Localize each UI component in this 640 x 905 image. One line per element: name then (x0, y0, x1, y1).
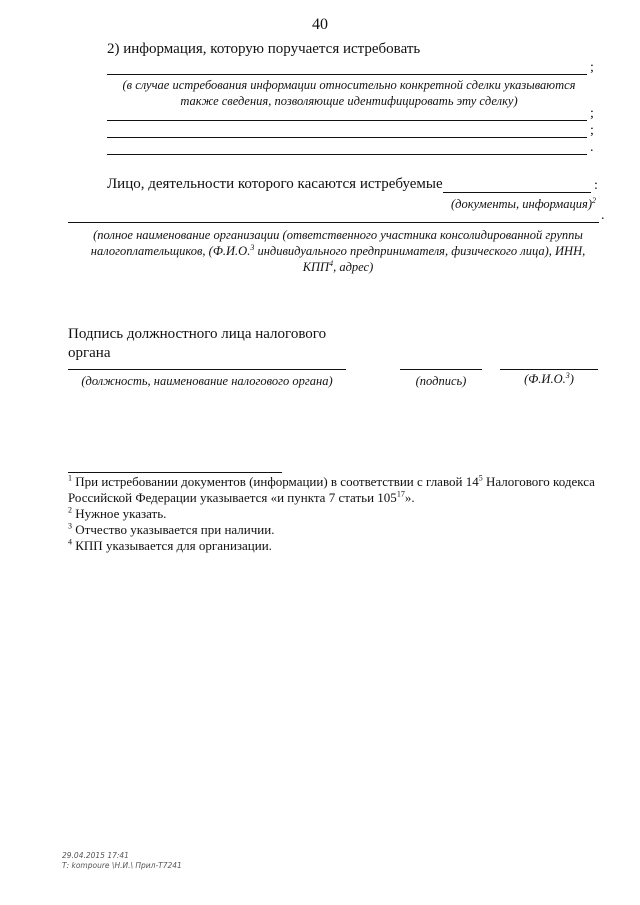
line-2-semicolon: ; (590, 106, 594, 121)
footnote-2: $^2$ Нужное указать. (68, 505, 167, 521)
signature-title (68, 325, 326, 363)
docs-fill-line[interactable] (443, 192, 591, 193)
position-hint: (должность, наименование налогового органа) (81, 374, 333, 388)
signature-fill-line[interactable] (400, 369, 482, 370)
fill-line-3[interactable] (107, 137, 587, 138)
org-hint-line2: налогоплательщиков, (Ф.И.О.$^3$ индивидуального предпринимателя, физического лица), ИНН, (90, 242, 586, 258)
signature-title-line2: органа (68, 345, 111, 361)
name-hint: (Ф.И.О.$^3$) (524, 370, 574, 386)
line-4-period: . (590, 140, 594, 155)
fill-line-1[interactable] (107, 74, 587, 75)
section-heading: 2) информация, которую поручается истребовать (107, 41, 421, 57)
fill-line-4[interactable] (107, 154, 587, 155)
footnote-1-cont: Российской Федерации указывается «и пункта 7 статьи $105^{17}$». (68, 489, 415, 505)
print-stamp-date: 29.04.2015 17:41 (62, 851, 129, 860)
signature-title-line1: Подпись должностного лица налогового (68, 326, 327, 342)
info-hint-line2: также сведения, позволяющие идентифицировать эту сделку) (180, 94, 518, 108)
print-stamp-path: Т: kompoure \Н.И.\ Прил-Т7241 (62, 861, 182, 870)
footnotes (68, 474, 608, 554)
page-number: 40 (312, 16, 328, 33)
docs-hint-footnote-ref: 2 (592, 195, 596, 205)
org-period: . (601, 208, 605, 223)
fill-line-2[interactable] (107, 120, 587, 121)
footnote-ref-3: 3 (250, 242, 255, 252)
footnote-1: $^1$ При истребовании документов (информации) в соответствии с главой $14^5$ Налогового кодекса (68, 473, 595, 489)
footnote-ref-3b: 3 (565, 370, 570, 380)
footnote-separator (68, 472, 282, 473)
footnote-ref-4: 4 (329, 258, 334, 268)
print-stamp (62, 851, 182, 871)
footnote-3: $^3$ Отчество указывается при наличии. (68, 521, 275, 537)
name-fill-line[interactable] (500, 369, 598, 370)
info-hint (107, 77, 591, 109)
position-fill-line[interactable] (68, 369, 346, 370)
signature-hint: (подпись) (415, 374, 467, 388)
line-3-semicolon: ; (590, 123, 594, 138)
docs-colon: : (594, 178, 598, 193)
docs-hint (440, 196, 596, 212)
line-1-semicolon: ; (590, 60, 594, 75)
person-label: Лицо, деятельности которого касаются истребуемые (107, 176, 443, 192)
org-hint-line3: КПП$^4$, адрес) (302, 258, 374, 274)
info-hint-line1: (в случае истребования информации относительно конкретной сделки указываются (122, 78, 576, 92)
org-fill-line[interactable] (68, 222, 599, 223)
org-hint-line1: (полное наименование организации (ответственного участника консолидированной группы (93, 228, 583, 242)
footnote-4: $^4$ КПП указывается для организации. (68, 537, 272, 553)
org-hint (68, 227, 608, 275)
docs-hint-text: (документы, информация) (450, 197, 592, 211)
